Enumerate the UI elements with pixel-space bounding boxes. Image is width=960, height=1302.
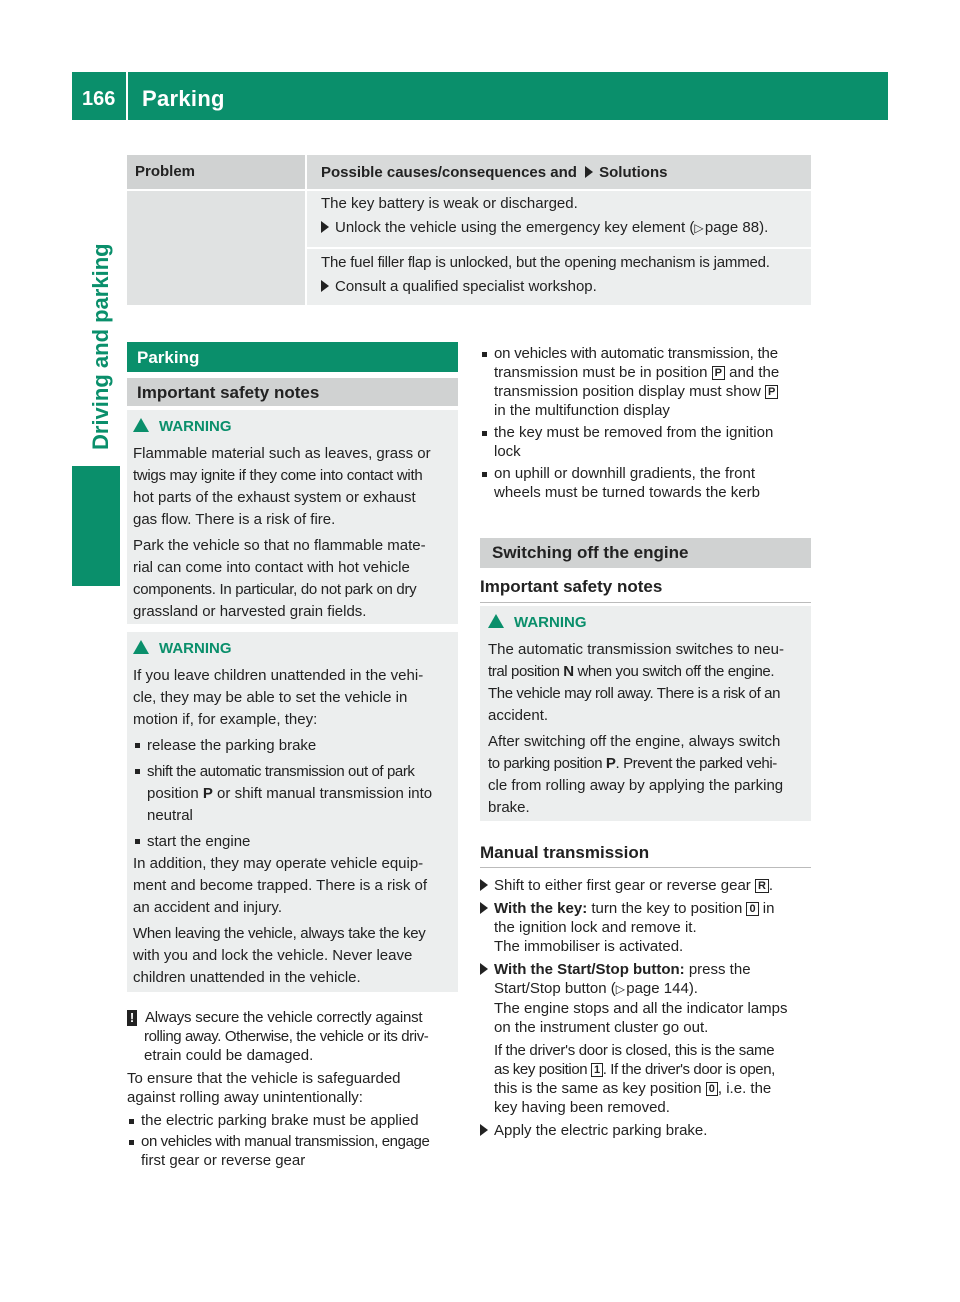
table-header-causes [321, 164, 667, 181]
text-line: To ensure that the vehicle is safeguarded [127, 1070, 401, 1087]
warning2-text [133, 665, 458, 989]
bullet-text: shift the automatic transmission out of park [147, 763, 415, 780]
row1-page-ref[interactable]: page 88). [704, 219, 769, 236]
step-item [480, 1121, 815, 1140]
text-line: grassland or harvested grain fields. [133, 603, 367, 620]
text-line: motion if, for example, they: [133, 711, 318, 728]
step-text: Apply the electric parking brake. [494, 1122, 708, 1139]
bullet-text: on uphill or downhill gradients, the front [494, 465, 755, 482]
bullet-continuation: lock [494, 443, 521, 460]
page-ref-icon: ▷ [694, 221, 704, 235]
row2-solution-text: Consult a qualified specialist workshop. [335, 278, 597, 295]
row1-solution-text: Unlock the vehicle using the emergency key element ( [335, 219, 695, 236]
step-continuation: If the driver's door is closed, this is the same [494, 1042, 775, 1059]
bullet-continuation: wheels must be turned towards the kerb [494, 484, 760, 501]
row1-cause: The key battery is weak or discharged. [321, 195, 578, 212]
text-line: gas flow. There is a risk of fire. [133, 511, 336, 528]
step-continuation [480, 1079, 815, 1098]
warning-triangle-icon [133, 640, 149, 654]
step-label: With the key: [494, 900, 588, 917]
step-text: , i.e. the [717, 1080, 772, 1097]
step-text: as key position [494, 1061, 591, 1078]
right-bullets [480, 344, 815, 502]
text-line: with you and lock the vehicle. Never leave [133, 947, 413, 964]
text-segment: to parking position [488, 755, 606, 772]
bullet-text: transmission must be in position [494, 364, 712, 381]
bullet-text: release the parking brake [147, 737, 317, 754]
bullet-item [480, 344, 815, 363]
step-continuation [480, 1060, 815, 1079]
park-position-icon: P [765, 385, 778, 399]
warning2-title: WARNING [159, 640, 232, 657]
text-line: The automatic transmission switches to neu- [488, 641, 784, 658]
warning-triangle-icon [133, 418, 149, 432]
bullet-item [480, 464, 815, 483]
key-position-icon: 1 [591, 1063, 603, 1077]
step-text: Shift to either first gear or reverse gear [494, 877, 755, 894]
step-item [480, 876, 815, 895]
divider [480, 867, 811, 868]
side-tab-label: Driving and parking [88, 243, 113, 450]
text-line: In addition, they may operate vehicle equip- [133, 855, 424, 872]
text-line: accident. [488, 707, 549, 724]
subsection-title-safety-2: Important safety notes [480, 577, 663, 596]
bullet-text: on vehicles with manual transmission, engage [141, 1133, 430, 1150]
ensure-paragraph [127, 1069, 462, 1170]
step-arrow-icon [321, 280, 329, 292]
bullet-continuation [133, 783, 458, 805]
step-continuation: key having been removed. [494, 1099, 670, 1116]
caution-note [127, 1008, 462, 1065]
bullet-text: position [147, 785, 203, 802]
divider [480, 602, 811, 603]
text-line: children unattended in the vehicle. [133, 969, 361, 986]
reverse-gear-icon: R [755, 879, 769, 893]
text-segment: when you switch off the engine. [573, 663, 775, 680]
page-title: Parking [142, 86, 225, 111]
gear-letter: N [563, 663, 574, 680]
text-line: Always secure the vehicle correctly against [145, 1009, 423, 1026]
step-text: . [768, 877, 774, 894]
step-continuation [480, 979, 815, 999]
bullet-text: the key must be removed from the ignition [494, 424, 774, 441]
text-line: When leaving the vehicle, always take the key [133, 925, 426, 942]
side-tab-block [72, 466, 120, 586]
step-arrow-icon [321, 221, 329, 233]
step-arrow-icon [480, 1124, 488, 1136]
bullet-item [127, 1132, 462, 1151]
bullet-continuation: neutral [147, 807, 193, 824]
manual-steps [480, 876, 815, 1140]
text-line: Flammable material such as leaves, grass or [133, 445, 431, 462]
key-position-icon: 0 [746, 902, 758, 916]
problem-table [127, 155, 811, 305]
text-line: ment and become trapped. There is a risk of [133, 877, 428, 894]
step-item [480, 960, 815, 979]
step-arrow-icon [480, 879, 488, 891]
step-continuation: the ignition lock and remove it. [494, 919, 697, 936]
step-continuation: The engine stops and all the indicator lamps [494, 1000, 788, 1017]
bullet-item [127, 1111, 462, 1130]
step-text: Start/Stop button ( [494, 980, 616, 997]
manual-transmission-title: Manual transmission [480, 843, 650, 862]
text-line: components. In particular, do not park on dry [133, 581, 417, 598]
text-line: If you leave children unattended in the vehi- [133, 667, 424, 684]
step-arrow-icon [480, 963, 488, 975]
step-text: . If the driver's door is open, [602, 1061, 775, 1078]
bullet-text: or shift manual transmission into [212, 785, 433, 802]
warning1-text [133, 443, 458, 623]
text-line: brake. [488, 799, 530, 816]
row2-solution [321, 276, 597, 298]
text-segment: . Prevent the parked vehi- [615, 755, 777, 772]
warning2-title-row [133, 640, 232, 658]
key-position-icon: 0 [706, 1082, 718, 1096]
bullet-text: start the engine [147, 833, 251, 850]
text-line [488, 753, 810, 775]
table-header-solutions-text: Solutions [599, 164, 668, 181]
table-header-causes-text: Possible causes/consequences and [321, 164, 577, 181]
bullet-text: on vehicles with automatic transmission, the [494, 345, 778, 362]
bullet-item [133, 761, 458, 783]
text-line: an accident and injury. [133, 899, 282, 916]
step-text: turn the key to position [587, 900, 747, 917]
warning1-title-row [133, 418, 232, 436]
bullet-text: transmission position display must show [494, 383, 765, 400]
subsection-title-safety: Important safety notes [127, 378, 458, 406]
step-text: this is the same as key position [494, 1080, 706, 1097]
section-title-switching-off: Switching off the engine [480, 538, 811, 568]
page-ref-icon: ▷ [615, 982, 625, 996]
page-number: 166 [82, 88, 116, 110]
step-text: press the [684, 961, 751, 978]
step-item [480, 899, 815, 918]
table-header-problem: Problem [135, 163, 196, 180]
table-problem-cell [127, 191, 305, 305]
bullet-text: and the [724, 364, 780, 381]
text-line: After switching off the engine, always switch [488, 733, 781, 750]
gear-letter: P [605, 755, 616, 772]
bullet-item [133, 831, 458, 853]
text-line: cle, they may be able to set the vehicle in [133, 689, 408, 706]
page-ref[interactable]: page 144). [626, 980, 698, 997]
step-continuation: The immobiliser is activated. [494, 938, 684, 955]
park-position-icon: P [712, 366, 725, 380]
solution-arrow-icon [585, 166, 593, 178]
warning1-title: WARNING [159, 418, 232, 435]
exclamation-icon: ! [127, 1010, 137, 1026]
bullet-continuation: in the multifunction display [494, 402, 670, 419]
header-divider [126, 72, 128, 120]
text-segment: tral position [488, 663, 564, 680]
text-line: twigs may ignite if they come into contact with [133, 467, 423, 484]
text-line: cle from rolling away by applying the parking [488, 777, 784, 794]
bullet-continuation [480, 382, 815, 401]
step-arrow-icon [480, 902, 488, 914]
text-line: rial can come into contact with hot vehicle [133, 559, 410, 576]
text-line: Park the vehicle so that no flammable mate- [133, 537, 426, 554]
text-line: against rolling away unintentionally: [127, 1089, 363, 1106]
bullet-continuation [480, 363, 815, 382]
step-label: With the Start/Stop button: [494, 961, 685, 978]
warning-triangle-icon [488, 614, 504, 628]
row2-cause: The fuel filler flap is unlocked, but the opening mechanism is jammed. [321, 254, 770, 271]
step-text: in [758, 900, 775, 917]
warning3-title-row [488, 614, 587, 632]
bullet-item [480, 423, 815, 442]
text-line [488, 661, 810, 683]
text-line: hot parts of the exhaust system or exhaust [133, 489, 416, 506]
gear-letter: P [202, 785, 213, 802]
text-line: etrain could be damaged. [144, 1047, 314, 1064]
bullet-continuation: first gear or reverse gear [141, 1152, 306, 1169]
text-line: rolling away. Otherwise, the vehicle or its driv- [144, 1028, 429, 1045]
text-line: The vehicle may roll away. There is a risk of an [488, 685, 781, 702]
section-title-parking: Parking [127, 342, 458, 372]
step-continuation: on the instrument cluster go out. [494, 1019, 709, 1036]
bullet-text: the electric parking brake must be applied [141, 1112, 419, 1129]
row1-solution [321, 217, 768, 239]
warning3-text [488, 639, 810, 819]
bullet-item [133, 735, 458, 757]
warning3-title: WARNING [514, 614, 587, 631]
